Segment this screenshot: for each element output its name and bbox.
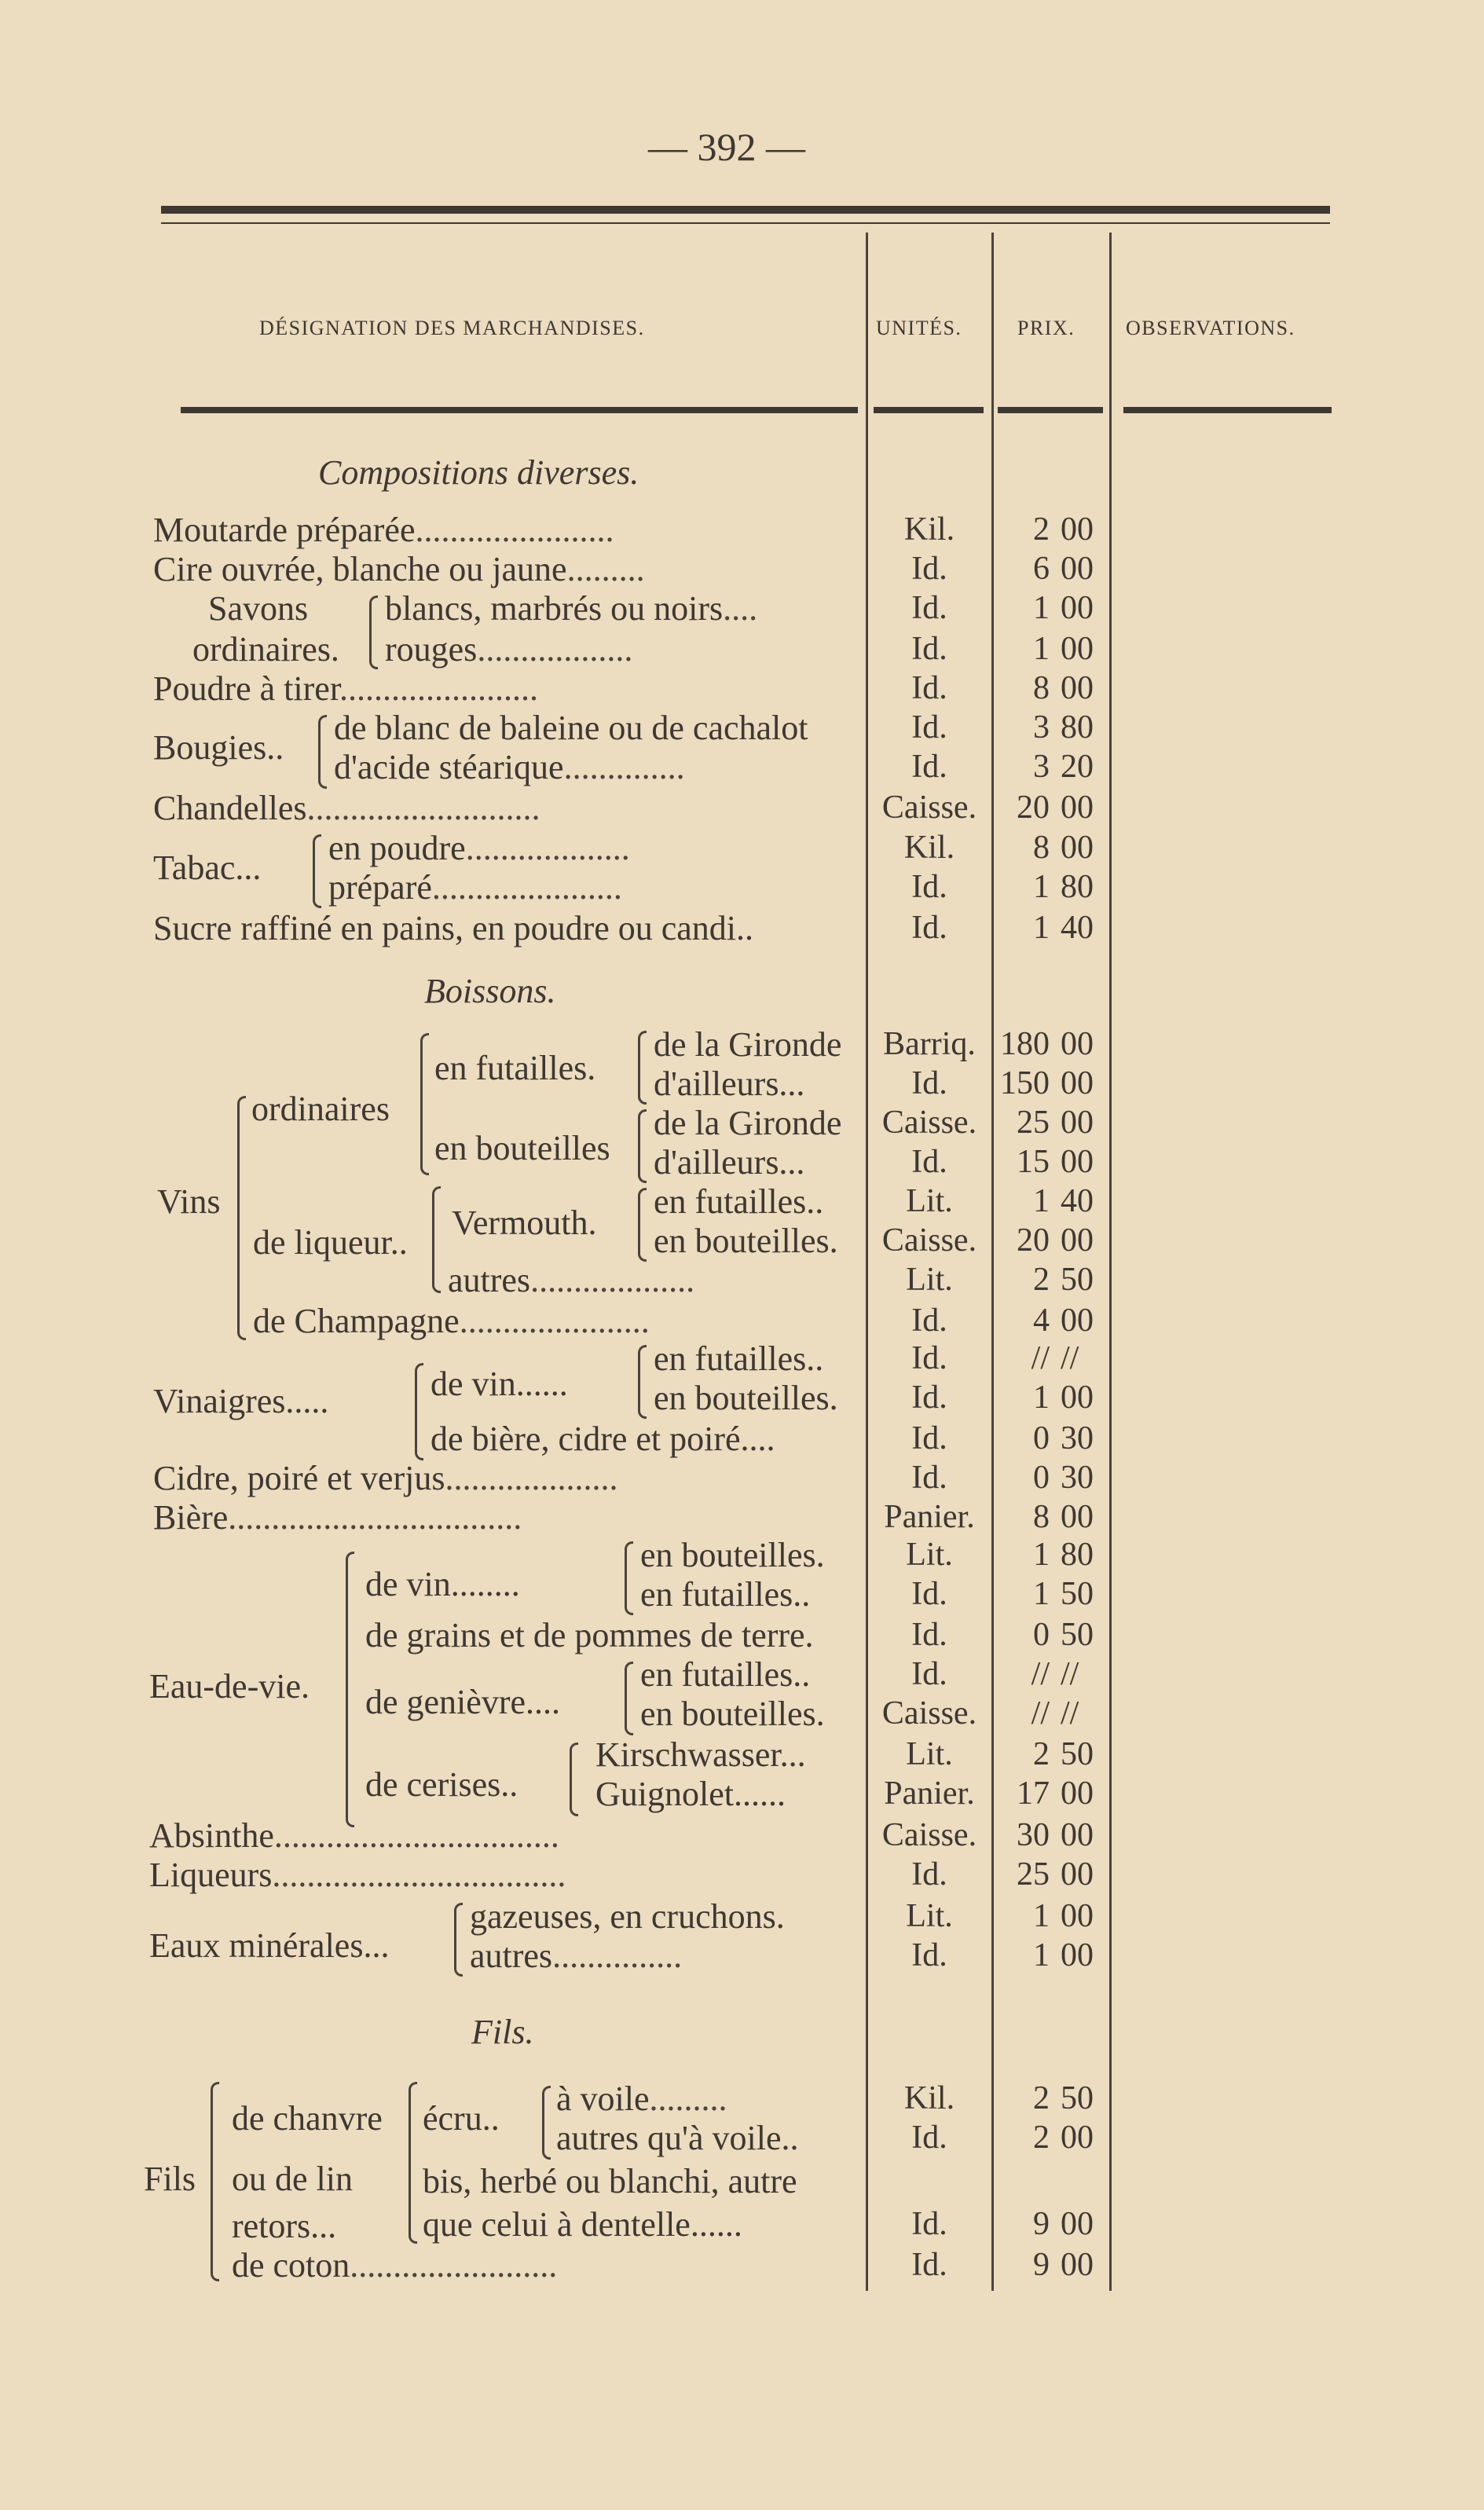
label-en-futailles: en futailles. xyxy=(434,1049,596,1087)
header-rule-observations xyxy=(1123,407,1332,413)
label-fils: Fils xyxy=(144,2160,196,2198)
unit-cell: Id. xyxy=(911,709,947,746)
row-vermouth-bouteilles: en bouteilles. xyxy=(654,1222,838,1260)
label-de-liqueur: de liqueur.. xyxy=(253,1223,408,1262)
price-centimes: 00 xyxy=(1061,1898,1094,1934)
brace-edv-genievre xyxy=(625,1662,633,1735)
label-edv-de-vin: de vin........ xyxy=(365,1565,520,1603)
price-francs: 3 xyxy=(1033,749,1050,785)
unit-cell: Id. xyxy=(911,1656,947,1692)
price-francs: 1 xyxy=(1033,910,1050,946)
price-centimes: 00 xyxy=(1061,790,1094,826)
label-edv-genievre: de genièvre.... xyxy=(365,1683,560,1721)
unit-cell: Id. xyxy=(911,551,947,587)
label-bougies: Bougies.. xyxy=(153,728,284,767)
price-francs: 25 xyxy=(1017,1105,1050,1141)
unit-cell: Caisse. xyxy=(881,1222,977,1259)
row-edv-genievre-futailles: en futailles.. xyxy=(640,1655,811,1694)
price-centimes: 40 xyxy=(1061,1183,1094,1219)
top-rule-thin xyxy=(161,222,1330,224)
unit-cell: Panier. xyxy=(884,1499,975,1535)
price-centimes: 00 xyxy=(1061,1499,1094,1535)
unit-cell: Lit. xyxy=(906,1537,953,1573)
row-cidre: Cidre, poiré et verjus.................... xyxy=(153,1459,618,1497)
brace-vinaigres xyxy=(415,1363,423,1460)
price-centimes: 30 xyxy=(1061,1460,1094,1496)
row-bougies-blanc: de blanc de baleine ou de cachalot xyxy=(334,709,808,747)
row-moutarde: Moutarde préparée....................... xyxy=(153,511,614,549)
price-centimes: 00 xyxy=(1061,2120,1094,2156)
price-francs: 1 xyxy=(1033,1537,1050,1573)
price-francs: 1 xyxy=(1033,1183,1050,1219)
unit-cell: Id. xyxy=(911,1937,947,1973)
price-centimes: 00 xyxy=(1061,551,1094,587)
price-francs: 1 xyxy=(1033,631,1050,667)
row-vins-bout-ailleurs: d'ailleurs... xyxy=(654,1143,805,1182)
price-centimes: 00 xyxy=(1061,511,1094,548)
unit-cell: Caisse. xyxy=(881,1817,977,1853)
brace-ordinaires xyxy=(420,1033,429,1175)
label-ou-de-lin: ou de lin xyxy=(232,2160,353,2198)
row-vinaigre-biere: de bière, cidre et poiré.... xyxy=(431,1420,775,1458)
unit-cell: Id. xyxy=(911,1856,947,1893)
row-champagne: de Champagne...................... xyxy=(253,1302,650,1340)
row-absinthe: Absinthe................................. xyxy=(149,1816,559,1855)
price-centimes: 00 xyxy=(1061,2247,1094,2283)
header-rule-designation xyxy=(181,407,858,413)
row-liqueurs: Liqueurs.................................. xyxy=(149,1856,566,1894)
brace-bougies xyxy=(318,715,327,789)
price-centimes: 00 xyxy=(1061,1105,1094,1141)
label-de-chanvre: de chanvre xyxy=(232,2099,383,2138)
unit-cell: Id. xyxy=(911,869,947,905)
brace-edv-vin xyxy=(625,1541,633,1615)
row-tabac-poudre: en poudre................... xyxy=(328,829,630,867)
price-centimes: 00 xyxy=(1061,1144,1094,1180)
header-observations: OBSERVATIONS. xyxy=(1126,317,1295,339)
price-centimes: 00 xyxy=(1061,1222,1094,1259)
price-francs: 0 xyxy=(1033,1460,1050,1496)
label-vins-ordinaires: ordinaires xyxy=(251,1090,390,1128)
price-francs: 1 xyxy=(1033,1380,1050,1416)
row-edv-kirsch: Kirschwasser... xyxy=(595,1735,806,1774)
column-divider-prix xyxy=(1109,233,1112,2291)
unit-cell: Id. xyxy=(911,2120,947,2156)
price-centimes: 00 xyxy=(1061,670,1094,706)
unit-cell: Id. xyxy=(911,670,947,706)
unit-cell: Id. xyxy=(911,1617,947,1653)
price-francs: 150 xyxy=(1000,1065,1050,1101)
label-vins: Vins xyxy=(157,1182,221,1221)
price-centimes: // xyxy=(1061,1340,1079,1376)
row-savons-rouges: rouges.................. xyxy=(385,630,633,669)
price-francs: 1 xyxy=(1033,1937,1050,1973)
unit-cell: Id. xyxy=(911,1340,947,1376)
header-unites: UNITÉS. xyxy=(876,317,962,339)
row-fils-dentelle: que celui à dentelle...... xyxy=(423,2205,742,2244)
unit-cell: Id. xyxy=(911,749,947,785)
price-centimes: // xyxy=(1061,1695,1079,1731)
row-edv-vin-bouteilles: en bouteilles. xyxy=(640,1536,825,1574)
brace-ecru xyxy=(542,2086,551,2160)
row-vins-fut-gironde: de la Gironde xyxy=(654,1025,842,1064)
price-francs: 1 xyxy=(1033,1898,1050,1934)
price-centimes: 80 xyxy=(1061,709,1094,746)
price-francs: 180 xyxy=(1000,1026,1050,1062)
price-centimes: 00 xyxy=(1061,1026,1094,1062)
row-vins-bout-gironde: de la Gironde xyxy=(654,1104,842,1142)
row-tabac-prepare: préparé...................... xyxy=(328,868,622,907)
price-francs: 2 xyxy=(1033,1262,1050,1298)
price-centimes: 80 xyxy=(1061,1537,1094,1573)
page-number: — 392 — xyxy=(648,125,805,169)
unit-cell: Id. xyxy=(911,1065,947,1101)
price-centimes: 50 xyxy=(1061,2080,1094,2116)
price-francs: 30 xyxy=(1017,1817,1050,1853)
price-centimes: 40 xyxy=(1061,910,1094,946)
section-compositions: Compositions diverses. xyxy=(318,453,639,492)
row-vinaigre-bouteilles: en bouteilles. xyxy=(654,1379,838,1417)
price-centimes: 00 xyxy=(1061,590,1094,626)
unit-cell: Id. xyxy=(911,2206,947,2242)
brace-vinaigre-vin xyxy=(638,1345,647,1419)
unit-cell: Id. xyxy=(911,1460,947,1496)
price-centimes: 80 xyxy=(1061,869,1094,905)
unit-cell: Kil. xyxy=(903,511,955,548)
brace-fils-chanvre xyxy=(409,2082,417,2244)
column-divider-designation xyxy=(866,233,868,2291)
price-centimes: // xyxy=(1061,1656,1079,1692)
label-vinaigres: Vinaigres..... xyxy=(153,1382,329,1420)
price-centimes: 20 xyxy=(1061,749,1094,785)
price-centimes: 00 xyxy=(1061,1380,1094,1416)
price-francs: 1 xyxy=(1033,1576,1050,1612)
row-savons-blancs: blancs, marbrés ou noirs.... xyxy=(385,589,758,628)
unit-cell: Kil. xyxy=(903,2080,955,2116)
price-francs: 2 xyxy=(1033,511,1050,548)
price-centimes: 50 xyxy=(1061,1262,1094,1298)
section-fils: Fils. xyxy=(471,2013,534,2051)
price-francs: 2 xyxy=(1033,2120,1050,2156)
header-prix: PRIX. xyxy=(1017,317,1075,339)
row-fils-bis: bis, herbé ou blanchi, autre xyxy=(423,2162,797,2200)
price-francs: 8 xyxy=(1033,670,1050,706)
row-eaux-gazeuses: gazeuses, en cruchons. xyxy=(470,1897,785,1936)
price-francs: 20 xyxy=(1017,790,1050,826)
price-francs: 15 xyxy=(1017,1144,1050,1180)
label-vinaigre-de-vin: de vin...... xyxy=(431,1365,568,1403)
brace-tabac xyxy=(313,834,321,908)
header-designation: DÉSIGNATION DES MARCHANDISES. xyxy=(259,317,645,339)
unit-cell: Lit. xyxy=(906,1736,953,1772)
row-fils-coton: de coton........................ xyxy=(232,2246,558,2285)
row-chandelles: Chandelles........................... xyxy=(153,789,540,827)
unit-cell: Id. xyxy=(911,590,947,626)
price-francs: 20 xyxy=(1017,1222,1050,1259)
brace-bouteilles xyxy=(638,1109,647,1183)
row-eaux-autres: autres............... xyxy=(470,1937,683,1975)
unit-cell: Caisse. xyxy=(881,790,977,826)
brace-savons xyxy=(369,595,378,669)
unit-cell: Caisse. xyxy=(881,1105,977,1141)
price-centimes: 30 xyxy=(1061,1420,1094,1457)
price-francs: // xyxy=(1031,1340,1050,1376)
row-fils-autres: autres qu'à voile.. xyxy=(556,2119,799,2157)
unit-cell: Lit. xyxy=(906,1262,953,1298)
unit-cell: Kil. xyxy=(903,830,955,866)
price-francs: 0 xyxy=(1033,1617,1050,1653)
price-francs: 9 xyxy=(1033,2247,1050,2283)
row-sucre: Sucre raffiné en pains, en poudre ou candi.. xyxy=(153,909,754,947)
price-francs: 9 xyxy=(1033,2206,1050,2242)
row-vermouth-futailles: en futailles.. xyxy=(654,1182,824,1221)
price-centimes: 00 xyxy=(1061,1856,1094,1893)
price-francs: 1 xyxy=(1033,869,1050,905)
label-tabac: Tabac... xyxy=(153,848,262,887)
row-edv-vin-futailles: en futailles.. xyxy=(640,1575,811,1614)
label-edv-cerises: de cerises.. xyxy=(365,1765,518,1804)
row-liqueur-autres: autres................... xyxy=(448,1261,695,1299)
unit-cell: Barriq. xyxy=(883,1026,976,1062)
unit-cell: Panier. xyxy=(884,1775,975,1812)
price-francs: 6 xyxy=(1033,551,1050,587)
price-francs: 1 xyxy=(1033,590,1050,626)
unit-cell: Id. xyxy=(911,1144,947,1180)
brace-fils xyxy=(211,2082,219,2281)
unit-cell: Id. xyxy=(911,910,947,946)
brace-eaux-minerales xyxy=(454,1903,463,1977)
row-edv-genievre-bouteilles: en bouteilles. xyxy=(640,1695,825,1733)
unit-cell: Lit. xyxy=(906,1898,953,1934)
price-centimes: 00 xyxy=(1061,830,1094,866)
price-centimes: 50 xyxy=(1061,1576,1094,1612)
price-francs: 8 xyxy=(1033,1499,1050,1535)
brace-eau-de-vie xyxy=(346,1552,354,1827)
unit-cell: Id. xyxy=(911,631,947,667)
label-retors: retors... xyxy=(232,2207,337,2245)
row-fils-voile: à voile......... xyxy=(556,2079,727,2118)
price-francs: 25 xyxy=(1017,1856,1050,1893)
price-francs: 0 xyxy=(1033,1420,1050,1457)
row-edv-guignolet: Guignolet...... xyxy=(595,1775,786,1813)
row-vinaigre-futailles: en futailles.. xyxy=(654,1339,824,1378)
row-cire: Cire ouvrée, blanche ou jaune......... xyxy=(153,550,645,588)
price-centimes: 50 xyxy=(1061,1617,1094,1653)
header-rule-unites xyxy=(874,407,984,413)
brace-futailles xyxy=(638,1031,647,1105)
row-poudre: Poudre à tirer....................... xyxy=(153,669,539,708)
column-divider-unites xyxy=(991,233,994,2291)
brace-liqueur xyxy=(432,1186,441,1293)
unit-cell: Caisse. xyxy=(881,1695,977,1731)
price-centimes: 00 xyxy=(1061,2206,1094,2242)
price-francs: 2 xyxy=(1033,2080,1050,2116)
label-en-bouteilles: en bouteilles xyxy=(434,1129,610,1167)
row-bougies-stearique: d'acide stéarique.............. xyxy=(334,748,685,786)
price-francs: // xyxy=(1031,1656,1050,1692)
price-francs: 2 xyxy=(1033,1736,1050,1772)
price-francs: 17 xyxy=(1017,1775,1050,1812)
label-savons: Savons xyxy=(208,589,309,628)
unit-cell: Id. xyxy=(911,1420,947,1457)
price-francs: // xyxy=(1031,1695,1050,1731)
header-rule-prix xyxy=(998,407,1103,413)
brace-vins xyxy=(237,1096,246,1340)
row-biere: Bière.................................. xyxy=(153,1498,522,1537)
price-centimes: 00 xyxy=(1061,1817,1094,1853)
price-francs: 3 xyxy=(1033,709,1050,746)
price-centimes: 00 xyxy=(1061,1065,1094,1101)
unit-cell: Lit. xyxy=(906,1183,953,1219)
price-francs: 8 xyxy=(1033,830,1050,866)
label-eau-de-vie: Eau-de-vie. xyxy=(149,1667,310,1706)
section-boissons: Boissons. xyxy=(424,972,556,1010)
price-francs: 4 xyxy=(1033,1303,1050,1339)
price-centimes: 00 xyxy=(1061,1303,1094,1339)
price-centimes: 00 xyxy=(1061,631,1094,667)
price-centimes: 00 xyxy=(1061,1775,1094,1812)
label-eaux-minerales: Eaux minérales... xyxy=(149,1926,390,1965)
brace-edv-cerises xyxy=(570,1742,578,1816)
unit-cell: Id. xyxy=(911,1303,947,1339)
label-ecru: écru.. xyxy=(423,2099,500,2138)
label-vermouth: Vermouth. xyxy=(452,1204,597,1242)
top-rule-thick xyxy=(161,206,1330,214)
price-centimes: 50 xyxy=(1061,1736,1094,1772)
row-edv-grains: de grains et de pommes de terre. xyxy=(365,1616,814,1654)
unit-cell: Id. xyxy=(911,2247,947,2283)
unit-cell: Id. xyxy=(911,1380,947,1416)
brace-vermouth xyxy=(638,1188,647,1262)
unit-cell: Id. xyxy=(911,1576,947,1612)
label-savons-ordinaires: ordinaires. xyxy=(192,630,339,669)
price-centimes: 00 xyxy=(1061,1937,1094,1973)
row-vins-fut-ailleurs: d'ailleurs... xyxy=(654,1064,805,1103)
